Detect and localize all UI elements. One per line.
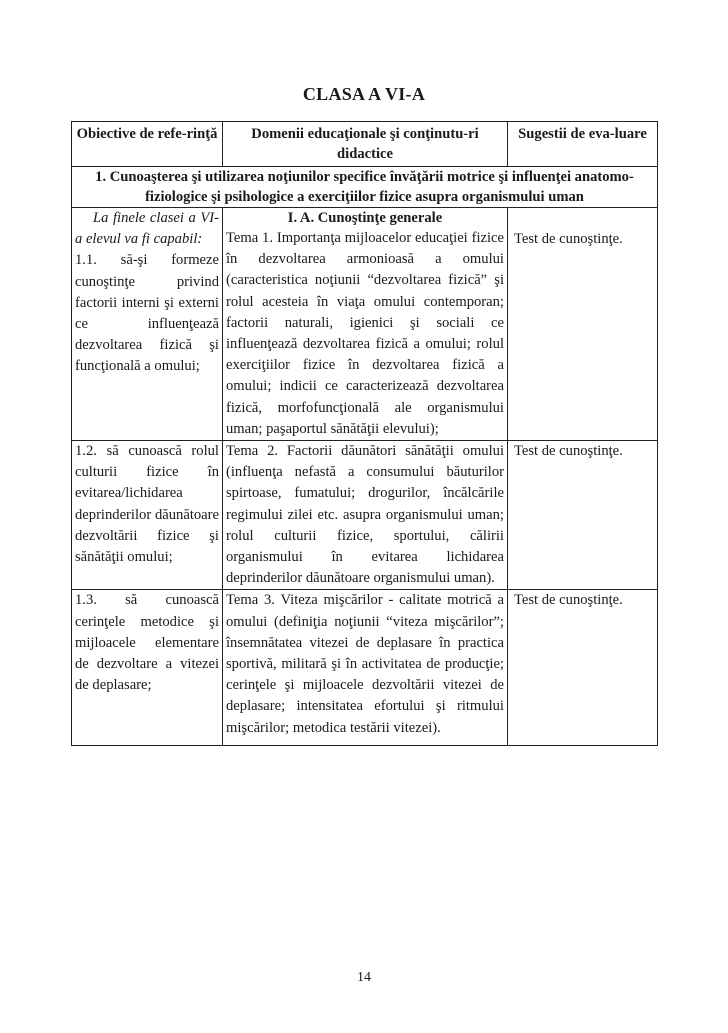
evaluation-cell: Test de cunoştinţe. — [508, 441, 658, 590]
page-title: CLASA A VI-A — [302, 84, 426, 104]
content-text: Tema 1. Importanţa mijloacelor educaţiei fizice în dezvoltarea armonioasă a omului (caracteristica noţiunii “dezvoltarea fizică” şi rolul acesteia în viaţa omului contemporan; factorii naturali, igienici şi sociali ce influenţează dezvoltarea fizică a omului; rolul exerciţiilor fizice în dezvoltarea fizică a omului; indicii ce caracterizează dezvoltarea fizică, morfofuncţională ale organismului uman; paşaportul sănătăţii elevului); — [226, 230, 504, 437]
objective-text: 1.1. să-şi formeze cunoştinţe privind factorii interni şi externi ce influenţează dezvoltarea fizică şi funcţională a omului; — [75, 252, 219, 375]
section-title: 1. Cunoaşterea şi utilizarea noţiunilor specifice învăţării motrice şi influenţei anatomo-fiziologice şi psihologice a exerciţiilor fizice asupra organismului uman — [72, 167, 658, 208]
evaluation-cell: Test de cunoştinţe. — [508, 590, 658, 745]
page-number: 14 — [357, 970, 371, 985]
table-row — [72, 208, 658, 441]
header-row — [72, 122, 658, 167]
objective-cell — [72, 208, 223, 441]
table-row — [72, 590, 658, 745]
header-domains: Domenii educaţionale şi conţinutu-ri didactice — [223, 122, 508, 167]
evaluation-cell: Test de cunoştinţe. — [508, 208, 658, 441]
intro-text: La finele clasei a VI-a elevul va fi capabil: — [75, 210, 219, 248]
objective-cell: 1.3. să cunoască cerinţele metodice şi mijloacele elementare de dezvoltare a vitezei de deplasare; — [72, 590, 223, 745]
content-cell — [223, 208, 508, 441]
table-row — [72, 441, 658, 590]
curriculum-table — [71, 121, 658, 746]
header-objectives: Obiective de refe-rinţă — [72, 122, 223, 167]
subsection-title: I. A. Cunoştinţe generale — [287, 210, 443, 226]
header-suggestions: Sugestii de eva-luare — [508, 122, 658, 167]
content-cell: Tema 2. Factorii dăunători sănătăţii omului (influenţa nefastă a consumului băuturilor spirtoase, fumatului; drogurilor, încălcările regimului zilei etc. asupra organismului uman; rolul culturii fizice, sportului, călirii organismului în evitarea lichidarea deprinderilor dăunătoare organismului uman). — [223, 441, 508, 590]
objective-cell: 1.2. să cunoască rolul culturii fizice în evitarea/lichidarea deprinderilor dăunătoare dezvoltării fizice şi sănătăţii omului; — [72, 441, 223, 590]
content-cell: Tema 3. Viteza mişcărilor - calitate motrică a omului (definiţia noţiunii “viteza mişcărilor”; însemnătatea vitezei de deplasare în practica sportivă, militară şi în activitatea de producţie; cerinţele şi mijloacele dezvoltării vitezei de deplasare; intensitatea efortului şi ritmului mişcărilor; metodica testării vitezei). — [223, 590, 508, 745]
section-row — [72, 167, 658, 208]
